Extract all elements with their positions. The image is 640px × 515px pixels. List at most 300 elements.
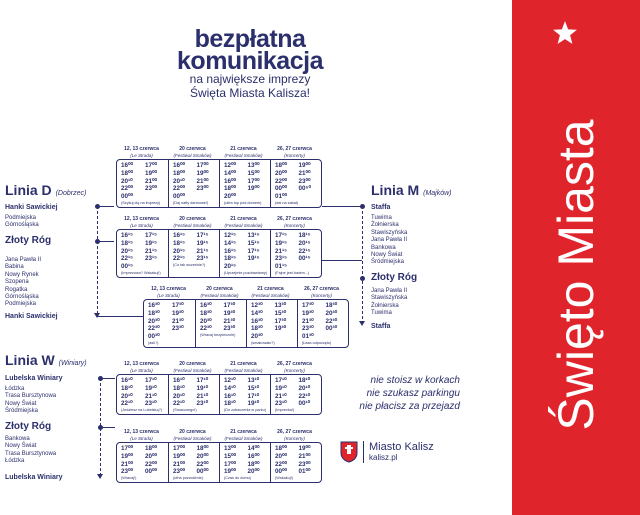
timetable-date: 21 czerwca: [230, 361, 257, 367]
departure-time: 19⁰⁰: [298, 162, 311, 169]
departure-time: 20³⁰: [200, 317, 212, 325]
departure-time: 19⁰⁰: [196, 169, 209, 177]
departure-time: 18¹⁰: [298, 377, 311, 384]
timetable-event: (Le Strada): [130, 367, 153, 373]
timetable-note: (ufna pozwolenie): [173, 476, 203, 481]
line-w-district: (Winiary): [58, 360, 87, 367]
departure-time: 14³⁰: [251, 309, 263, 317]
departure-time: 23⁰⁰: [121, 468, 134, 476]
departure-time: 21¹⁰: [275, 392, 287, 400]
timetable-column: [270, 230, 321, 277]
departure-time: 19⁰⁰: [224, 468, 237, 476]
line-m-stop-start: Staffa: [371, 204, 391, 211]
departure-time: 18¹⁰: [121, 384, 133, 392]
departure-time: 01¹⁵: [275, 263, 288, 271]
departure-time: 17⁰⁰: [121, 445, 134, 452]
departure-time: 17³⁰: [172, 302, 184, 309]
line-m-stop-turn: Złoty Róg: [371, 272, 418, 283]
timetable-d-out: [116, 147, 322, 208]
departure-time: 19¹⁵: [275, 239, 288, 247]
city-crest-icon: [340, 441, 358, 463]
timetable-note: (Wskakuj!): [275, 476, 293, 481]
timetable-column-header: [194, 287, 245, 298]
departure-time: 19¹⁵: [247, 255, 260, 263]
timetable-date: 21 czerwca: [230, 429, 257, 435]
timetable-column: [246, 300, 297, 347]
departure-time: 16¹⁵: [173, 232, 186, 239]
departure-time: 22⁰⁰: [196, 460, 209, 468]
departure-time: 00³⁰: [148, 333, 160, 341]
departure-time: 18¹⁰: [173, 384, 185, 392]
timetable-column: [117, 443, 168, 482]
timetable-column: [270, 160, 321, 207]
departure-time: 23¹⁵: [145, 255, 158, 263]
departure-time: 20⁰⁰: [247, 468, 260, 476]
departure-time: 12¹⁵: [224, 232, 237, 239]
timetable-column-header: [167, 217, 218, 228]
departure-time: 16³⁰: [148, 302, 160, 309]
timetable-date: 21 czerwca: [257, 286, 284, 292]
line-m-heading: [371, 182, 452, 198]
departure-time: 20³⁰: [251, 333, 263, 341]
departure-time: 14¹⁰: [224, 384, 236, 392]
departure-time: [197, 193, 218, 201]
departure-time: 17¹⁰: [196, 377, 209, 384]
headline-subtitle-2: Święta Miasta Kalisza!: [189, 86, 311, 100]
departure-time: 00⁰⁰: [275, 185, 288, 193]
departure-time: 16¹⁰: [121, 377, 133, 384]
departure-time: 19⁰⁰: [173, 452, 186, 460]
departure-time: 22³⁰: [200, 325, 212, 333]
departure-time: 15⁰⁰: [224, 452, 237, 460]
timetable-date: 20 czerwca: [179, 429, 206, 435]
departure-time: 16³⁰: [200, 302, 212, 309]
departure-time: 17¹⁵: [247, 247, 260, 255]
departure-time: 17⁰⁰: [173, 445, 186, 452]
departure-time: 18³⁰: [200, 309, 212, 317]
departure-time: 16⁰⁰: [121, 162, 134, 169]
departure-time: 00³⁰: [325, 325, 338, 333]
departure-time: 15³⁰: [274, 309, 287, 317]
timetable-note: (Wracaj!): [121, 476, 137, 481]
departure-time: 00⁰⁰: [173, 193, 186, 201]
logo-name: Miasto Kalisz: [369, 441, 434, 453]
departure-time: 18⁰⁰: [224, 185, 237, 193]
timetable-column-header: [218, 362, 269, 373]
line-w-heading: [5, 352, 87, 368]
departure-time: 22¹⁰: [298, 392, 311, 400]
departure-time: 22¹⁵: [298, 247, 311, 255]
timetable-event: (Festiwal Smaków): [224, 367, 263, 373]
timetable-column-header: [218, 430, 269, 441]
timetable-column-header: [167, 362, 218, 373]
timetable-event: (Le Strada): [130, 222, 153, 228]
departure-time: 21¹⁵: [275, 247, 288, 255]
departure-time: 21⁰⁰: [298, 452, 311, 460]
timetable-note: (Imprezowo? Wskakuj!): [121, 270, 161, 275]
line-m-route: [362, 206, 363, 324]
departure-time: 21³⁰: [223, 317, 236, 325]
departure-time: 17³⁰: [223, 302, 236, 309]
timetable-event: (Festiwal Smaków): [173, 367, 212, 373]
departure-time: 19¹⁵: [196, 239, 209, 247]
timetable-event: (Le Strada): [130, 435, 153, 441]
departure-time: 21¹⁵: [145, 247, 158, 255]
timetable-note: (dal na sabat): [275, 200, 299, 205]
timetable-column: [297, 300, 348, 347]
line-m-stops-out: Tuwima Żołnierska Stawiszyńska Jana Pawła II Bankowa Nowy Świat Śródmiejska: [371, 215, 408, 266]
departure-time: 22¹⁵: [173, 255, 186, 263]
departure-time: 16¹⁰: [224, 392, 236, 400]
departure-time: 21⁰⁰: [173, 460, 186, 468]
departure-time: 23³⁰: [223, 325, 236, 333]
slogan-3: nie płacisz za przejazd: [359, 401, 460, 412]
departure-time: 23³⁰: [302, 325, 314, 333]
departure-time: 22¹⁰: [173, 400, 185, 408]
line-w-stop-end: Lubelska Winiary: [5, 474, 63, 481]
departure-time: [172, 333, 193, 341]
departure-time: 20⁰⁰: [275, 169, 288, 177]
departure-time: 20¹⁰: [173, 392, 185, 400]
departure-time: 22⁰⁰: [145, 460, 158, 468]
departure-time: 18³⁰: [251, 325, 263, 333]
departure-time: 18¹⁵: [224, 255, 237, 263]
departure-time: 21³⁰: [302, 317, 314, 325]
departure-time: 13¹⁵: [247, 232, 260, 239]
departure-time: 23¹⁰: [145, 400, 157, 408]
departure-time: [145, 263, 166, 271]
line-d-stop-end: Hanki Sawickiej: [5, 313, 58, 320]
departure-time: 19¹⁰: [196, 384, 209, 392]
line-d-stop-turn: Złoty Róg: [5, 235, 52, 246]
line-w-name: Linia W: [5, 352, 55, 368]
timetable-m: [143, 287, 349, 348]
departure-time: 13⁰⁰: [247, 162, 260, 169]
departure-time: 00¹⁰: [298, 400, 311, 408]
timetable-column: [219, 443, 270, 482]
timetable-column-header: [116, 430, 167, 441]
departure-time: 20⁰⁰: [196, 452, 209, 460]
departure-time: 13³⁰: [274, 302, 287, 309]
departure-time: 18³⁰: [148, 309, 160, 317]
departure-time: 22³⁰: [325, 317, 338, 325]
timetable-note: (Łaza odpoczęło): [302, 340, 332, 345]
timetable-event: (Koncerty): [284, 222, 305, 228]
timetable-note: (asll !): [148, 340, 159, 345]
departure-time: 19⁰⁰: [121, 452, 134, 460]
departure-time: 20¹⁰: [121, 392, 133, 400]
side-band-text: Święto Miasta: [548, 119, 604, 431]
timetable-column-header: [245, 287, 296, 298]
departure-time: 23⁰⁰: [298, 177, 311, 185]
departure-time: 19¹⁰: [275, 384, 287, 392]
departure-time: 23¹⁰: [275, 400, 287, 408]
departure-time: 01³⁰: [302, 333, 314, 341]
line-m-stop-end: Staffa: [371, 323, 391, 330]
departure-time: 17¹⁰: [247, 392, 260, 400]
departure-time: 12³⁰: [251, 302, 263, 309]
timetable-date: 26, 27 czerwca: [277, 429, 312, 435]
timetable-date: 20 czerwca: [206, 286, 233, 292]
departure-time: 20¹⁰: [121, 177, 133, 185]
timetable-column-header: [116, 147, 167, 158]
slogan-1: nie stoisz w korkach: [370, 375, 460, 386]
timetable-note: (Uprzejmie pozdrawiamy): [224, 270, 268, 275]
line-d-stops-out: Podmiejska Górnośląska: [5, 215, 39, 229]
timetable-date: 12, 13 czerwca: [124, 361, 159, 367]
departure-time: 15¹⁵: [247, 239, 260, 247]
line-m-arrow: [359, 321, 365, 326]
timetable-note: (Imprezka!): [275, 408, 295, 413]
city-logo: [340, 441, 434, 463]
departure-time: 16⁰⁰: [173, 162, 186, 169]
departure-time: 17³⁰: [274, 317, 287, 325]
timetable-event: (Festiwal Smaków): [224, 435, 263, 441]
timetable-column-header: [269, 362, 320, 373]
timetable-note: (Wracaj bezpiecznie): [200, 333, 236, 338]
departure-time: 19⁰⁰: [247, 185, 260, 193]
departure-time: 23¹⁰: [196, 400, 209, 408]
departure-time: 20¹⁵: [224, 263, 237, 271]
timetable-date: 26, 27 czerwca: [277, 146, 312, 152]
departure-time: [299, 263, 320, 271]
departure-time: 20⁰⁰: [145, 452, 158, 460]
line-d-district: (Dobrzec): [55, 190, 87, 197]
departure-time: 01⁰⁰: [298, 468, 311, 476]
departure-time: 22⁰⁰: [121, 185, 134, 193]
timetable-date: 20 czerwca: [179, 361, 206, 367]
line-w-stop-start: Lubelska Winiary: [5, 375, 63, 382]
departure-time: 22⁰⁰: [173, 185, 186, 193]
timetable-date: 21 czerwca: [230, 216, 257, 222]
line-w-link-1: [100, 378, 115, 379]
departure-time: 18¹⁵: [121, 239, 134, 247]
departure-time: 18⁰⁰: [275, 162, 288, 169]
departure-time: 23¹⁵: [275, 255, 288, 263]
timetable-event: (Festiwal Smaków): [224, 152, 263, 158]
line-d-link-3: [97, 316, 143, 317]
timetable-event: (Koncerty): [284, 435, 305, 441]
departure-time: 21⁰⁰: [145, 177, 158, 185]
departure-time: 21¹⁵: [196, 247, 209, 255]
departure-time: 17⁰⁰: [224, 460, 237, 468]
timetable-event: (Koncerty): [311, 292, 332, 298]
line-m-stops-back: Jana Pawła II Stawiszyńska Żołnierska Tuwima: [371, 288, 408, 317]
departure-time: 15⁰⁰: [247, 169, 260, 177]
departure-time: 20⁰⁰: [224, 193, 237, 201]
departure-time: 23³⁰: [172, 325, 184, 333]
timetable-column-header: [296, 287, 347, 298]
timetable-column: [219, 160, 270, 207]
timetable-column-header: [269, 147, 320, 158]
departure-time: 20¹⁵: [298, 239, 311, 247]
timetable-column: [168, 375, 219, 414]
departure-time: 20¹⁰: [298, 384, 311, 392]
departure-time: 18⁰⁰: [145, 445, 158, 452]
timetable-note: (Do zobaczenia w parku): [224, 408, 266, 413]
logo-divider: [363, 441, 364, 463]
departure-time: 00⁰⁰: [275, 468, 288, 476]
star-icon: [552, 20, 578, 46]
departure-time: 19³⁰: [274, 325, 287, 333]
departure-time: 12¹⁰: [224, 377, 236, 384]
departure-time: 23⁰⁰: [173, 468, 186, 476]
timetable-column: [168, 230, 219, 277]
line-w-stops-back: Bankowa Nowy Świat Trasa Bursztynowa Łódzka: [5, 436, 57, 465]
line-d-stop-start: Hanki Sawickiej: [5, 204, 58, 211]
line-m-link-1: [322, 206, 362, 207]
departure-time: 13⁰⁰: [224, 445, 237, 452]
departure-time: 00⁰⁰: [145, 468, 158, 476]
timetable-column: [168, 160, 219, 207]
timetable-column: [168, 443, 219, 482]
departure-time: 19⁰⁰: [298, 445, 311, 452]
departure-time: 17³⁰: [302, 302, 314, 309]
timetable-column: [144, 300, 195, 347]
slogan-2: nie szukasz parkingu: [366, 388, 460, 399]
departure-time: 19¹⁰: [145, 384, 157, 392]
departure-time: 18⁰⁰: [121, 169, 134, 177]
line-w-stops-out: Łódzka Trasa Bursztynowa Nowy Świat Śródmiejska: [5, 386, 57, 415]
departure-time: [145, 193, 166, 201]
departure-time: 23⁰⁰: [145, 185, 158, 193]
timetable-event: (Festiwal Smaków): [173, 222, 212, 228]
departure-time: 18¹⁰: [224, 400, 236, 408]
departure-time: 22¹⁵: [121, 255, 134, 263]
timetable-note: (Co tak wcześnie?): [173, 263, 206, 268]
departure-time: 16¹⁵: [224, 247, 237, 255]
departure-time: 20³⁰: [148, 317, 160, 325]
timetable-column: [117, 160, 168, 207]
timetable-date: 20 czerwca: [179, 146, 206, 152]
line-m-dot-turn: [360, 276, 365, 281]
headline-subtitle-1: na największe imprezy: [189, 72, 311, 86]
departure-time: 17¹⁵: [196, 232, 209, 239]
departure-time: 20¹⁵: [121, 247, 134, 255]
departure-time: 18³⁰: [325, 302, 338, 309]
departure-time: 21⁰⁰: [196, 177, 209, 185]
timetable-column-header: [167, 147, 218, 158]
departure-time: [248, 263, 269, 271]
timetable-column-header: [218, 217, 269, 228]
departure-time: 17¹⁰: [145, 377, 157, 384]
line-d-name: Linia D: [5, 182, 52, 198]
timetable-column-header: [269, 217, 320, 228]
departure-time: 12⁰⁰: [224, 162, 237, 169]
departure-time: 16¹⁵: [121, 232, 134, 239]
timetable-d-back: [116, 217, 322, 278]
timetable-event: (Festiwal Smaków): [173, 435, 212, 441]
timetable-note: (Czas do domu): [224, 476, 252, 481]
timetable-event: (Le Strada): [157, 292, 180, 298]
departure-time: 18⁰⁰: [275, 445, 288, 452]
timetable-column: [117, 230, 168, 277]
departure-time: 19⁰⁰: [145, 169, 158, 177]
departure-time: 20³⁰: [325, 309, 338, 317]
timetable-date: 26, 27 czerwca: [304, 286, 339, 292]
timetable-column: [117, 375, 168, 414]
departure-time: 18⁰⁰: [196, 445, 209, 452]
departure-time: 00⁰⁰: [196, 468, 209, 476]
departure-time: 16³⁰: [251, 317, 263, 325]
timetable-event: (Le Strada): [130, 152, 153, 158]
timetable-event: (Koncerty): [284, 367, 305, 373]
headline: [160, 25, 340, 100]
departure-time: 17⁰⁰: [145, 162, 158, 169]
departure-time: 21⁰⁰: [298, 169, 311, 177]
timetable-column-header: [167, 430, 218, 441]
departure-time: 23⁰⁰: [298, 460, 311, 468]
timetable-date: 12, 13 czerwca: [151, 286, 186, 292]
line-d-heading: [5, 182, 86, 198]
timetable-date: 12, 13 czerwca: [124, 429, 159, 435]
timetable-column: [219, 230, 270, 277]
timetable-note: (smakowało?): [251, 340, 275, 345]
timetable-column: [219, 375, 270, 414]
departure-time: 00¹⁵: [298, 255, 311, 263]
departure-time: 14⁰⁰: [224, 169, 237, 177]
timetable-date: 12, 13 czerwca: [124, 146, 159, 152]
departure-time: 18¹⁵: [298, 232, 311, 239]
departure-time: 17¹⁰: [275, 377, 287, 384]
side-band: [512, 0, 640, 515]
departure-time: 16⁰⁰: [247, 452, 260, 460]
departure-time: 21¹⁰: [145, 392, 157, 400]
timetable-date: 26, 27 czerwca: [277, 361, 312, 367]
departure-time: 20¹⁵: [173, 247, 186, 255]
timetable-column: [270, 375, 321, 414]
departure-time: [248, 193, 269, 201]
timetable-date: 12, 13 czerwca: [124, 216, 159, 222]
timetable-date: 20 czerwca: [179, 216, 206, 222]
departure-time: 22⁰⁰: [275, 177, 288, 185]
departure-time: [326, 333, 347, 341]
timetable-column-header: [269, 430, 320, 441]
timetable-note: (Szykuj cię na imprezy): [121, 200, 161, 205]
line-w-arrow: [97, 474, 103, 479]
departure-time: 17¹⁵: [275, 232, 288, 239]
departure-time: 22⁰⁰: [275, 460, 288, 468]
timetable-event: (Festiwal Smaków): [200, 292, 239, 298]
timetable-note: (Jedziesz na Lubelską?): [121, 408, 162, 413]
departure-time: 00⁰⁰: [121, 193, 134, 201]
departure-time: 15¹⁰: [247, 384, 260, 392]
departure-time: 16¹⁰: [173, 377, 185, 384]
timetable-note: (Smacznego!): [173, 408, 197, 413]
timetable-column-header: [143, 287, 194, 298]
timetable-date: 21 czerwca: [230, 146, 257, 152]
timetable-column-header: [218, 147, 269, 158]
departure-time: 14¹⁵: [224, 239, 237, 247]
timetable-event: (Festiwal Smaków): [173, 152, 212, 158]
departure-time: 20⁰⁰: [275, 452, 288, 460]
departure-time: 21¹⁰: [196, 392, 209, 400]
departure-time: [275, 333, 296, 341]
timetable-note: (Fajne jest łosiem...): [275, 270, 310, 275]
departure-time: 20¹⁰: [173, 177, 185, 185]
line-d-link-2: [97, 241, 114, 242]
timetable-event: (Koncerty): [284, 152, 305, 158]
line-w-stop-turn: Złoty Róg: [5, 421, 52, 432]
departure-time: 22³⁰: [148, 325, 160, 333]
departure-time: 23¹⁵: [196, 255, 209, 263]
departure-time: 13¹⁰: [247, 377, 260, 384]
departure-time: 00¹⁵: [121, 263, 134, 271]
departure-time: 16⁰⁰: [224, 177, 237, 185]
timetable-event: (Festiwal Smaków): [224, 222, 263, 228]
departure-time: 14⁰⁰: [247, 445, 260, 452]
slogans: [340, 374, 460, 413]
